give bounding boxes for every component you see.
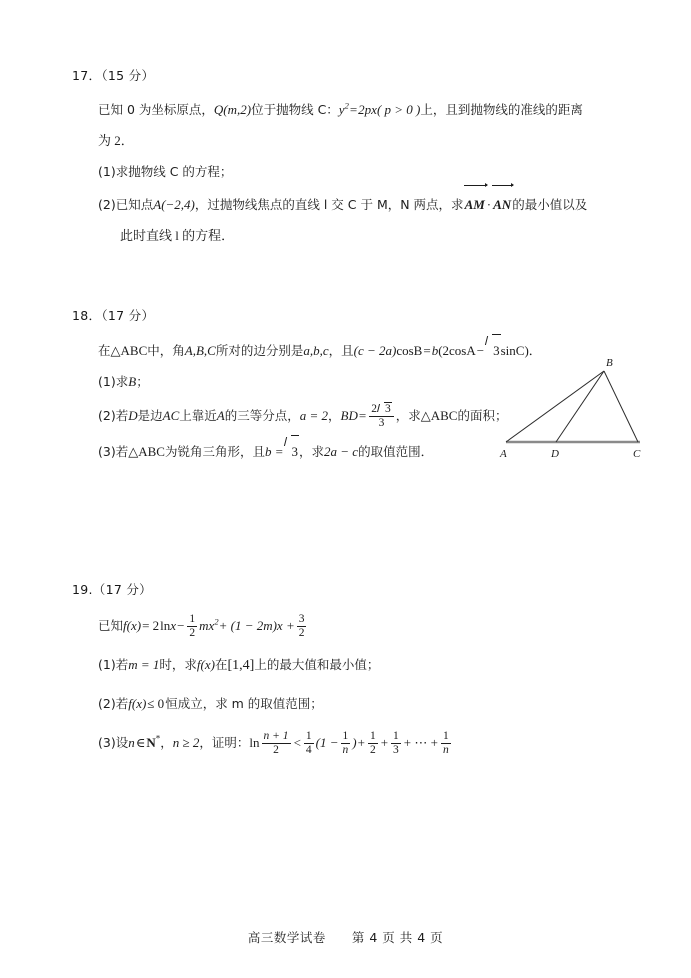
sqrt-3-radicand: 3 [492, 334, 501, 366]
triangle-abc-label: ABC [138, 444, 165, 459]
bd-equals: = [358, 408, 367, 423]
fraction-n-plus-1-over-2 [262, 730, 291, 757]
eq-sin-c: sinC [500, 343, 525, 358]
bd-denominator: 3 [378, 416, 385, 429]
sub-2-label: (2) [98, 696, 116, 711]
stem-minus: − [177, 618, 185, 633]
vector-an [492, 189, 512, 220]
problem-18-points: （17 分） [101, 308, 155, 323]
stem-text-a: 已知 [98, 618, 124, 633]
half-denominator: 2 [189, 626, 196, 639]
function-f: f [123, 618, 127, 633]
segment-ac: AC [162, 408, 180, 423]
problem-18-heading [72, 306, 632, 324]
triangle-symbol-icon: △ [420, 408, 431, 423]
function-f: f [128, 696, 132, 711]
eq-equals: = [423, 343, 431, 358]
eq-paren-close: ) [524, 343, 529, 358]
eq-equals: = [349, 102, 358, 117]
sub-1-text-d: 上的最大值和最小值； [254, 657, 380, 672]
vector-am [464, 189, 486, 220]
expression-2a-minus-c: 2a − c [324, 444, 359, 459]
inequality-le-zero: ≤ 0 [147, 696, 165, 711]
function-f-arg: (x) [200, 657, 215, 672]
segment-bc-line [604, 371, 638, 442]
problem-19-heading [72, 580, 632, 598]
np1-numerator: n + 1 [263, 730, 289, 743]
vector-an-label: AN [493, 197, 512, 212]
triangle-figure [492, 356, 644, 464]
sub-1-text: 求抛物线 C 的方程； [115, 164, 233, 179]
sub-2-text-f: 的面积； [457, 408, 508, 423]
last-denominator: n [442, 743, 449, 756]
problem-19-sub-3 [98, 723, 632, 763]
three-halves-denominator: 2 [298, 626, 305, 639]
natural-numbers-star: * [155, 733, 161, 744]
sub-2-text-b: 恒成立，求 m 的取值范围； [165, 696, 323, 711]
stem-text-d: ，且 [328, 343, 354, 358]
n-ge-two: n ≥ 2 [172, 735, 200, 750]
sub-1-label: (1) [98, 164, 116, 179]
angles-abc: A,B,C [184, 343, 216, 358]
point-q: Q [213, 102, 224, 117]
problem-17 [72, 66, 632, 251]
sub-2-text-c: 的最小值以及 [512, 197, 588, 212]
ln-operator: ln [249, 735, 260, 750]
problem-17-number: 17． [72, 68, 102, 83]
vertex-label-d: D [551, 448, 559, 460]
variable-x: x [170, 618, 177, 633]
interval-one-to-four: [1,4] [227, 658, 255, 673]
eq-minus: − [476, 343, 485, 358]
stem-middle-terms: + (1 − 2m)x + [218, 618, 295, 633]
sub-2-text-a: 已知点 [115, 197, 154, 212]
series-ellipsis: + ⋯ + [403, 735, 438, 750]
sub-3-label: (3) [98, 735, 116, 750]
segment-bd-line [556, 371, 604, 442]
plus-two: + [380, 735, 389, 750]
point-a-coords: (−2,4) [161, 197, 195, 212]
sub-3-text-c: ，证明： [199, 735, 250, 750]
sub-3-text-b: 为锐角三角形，且 [164, 444, 265, 459]
bd-value-fraction [369, 402, 394, 430]
third-series-numerator: 1 [393, 730, 399, 743]
three-halves-numerator: 3 [298, 613, 305, 626]
triangle-symbol-icon: △ [110, 343, 121, 358]
point-a: A [216, 408, 225, 423]
problem-19-number: 19. [72, 582, 93, 597]
problem-19-stem [98, 606, 632, 646]
bd-sqrt-radical [377, 402, 392, 416]
stem-text-c: 上，且到抛物线的准线的距离 [420, 102, 583, 117]
triangle-symbol-icon: △ [128, 444, 139, 459]
stem-text-a: 已知 0 为坐标原点， [98, 102, 214, 117]
bd-numerator-wrap [369, 402, 394, 417]
vector-an-arrow-icon [511, 183, 514, 187]
problem-17-stem-line-2: 为 2． [98, 133, 134, 148]
sub-2-label: (2) [98, 408, 116, 423]
vertex-label-b: B [606, 357, 613, 369]
bd-radicand: 3 [384, 403, 391, 416]
fraction-one-third-series [391, 730, 401, 757]
vertex-label-a: A [500, 448, 507, 460]
sub-1-label: (1) [98, 374, 116, 389]
less-than-symbol: < [293, 735, 301, 750]
natural-numbers-set: N [146, 735, 156, 750]
triangle-abc-label: ABC [430, 408, 458, 423]
sub-2-text-d: 的三等分点， [224, 408, 300, 423]
eq-y-exponent: 2 [344, 100, 349, 111]
triangle-abc-label: ABC [120, 343, 148, 358]
fraction-three-halves [297, 613, 307, 640]
function-f-arg: (x) [126, 618, 142, 633]
sides-abc: a,b,c [303, 343, 329, 358]
eq-rhs: 2px [358, 102, 377, 117]
problem-17-stem-line-1 [98, 94, 632, 125]
half-series-denominator: 2 [369, 743, 376, 756]
quarter-denominator: 4 [305, 743, 312, 756]
segment-ab-line [506, 371, 604, 442]
sub-1-label: (1) [98, 657, 116, 672]
eq-lhs: (c − 2a) [353, 343, 397, 358]
stem-text-b: 中，角 [147, 343, 185, 358]
stem-text-a: 在 [98, 343, 111, 358]
third-series-denominator: 3 [393, 743, 399, 756]
problem-19-sub-1 [98, 646, 632, 685]
problem-19-sub-2 [98, 685, 632, 723]
eq-y: y [338, 102, 345, 117]
term-mx: mx [199, 618, 215, 633]
eq-condition: ( p > 0 ) [376, 102, 421, 117]
point-q-args: (m,2) [223, 102, 252, 117]
problem-17-sub-1 [98, 156, 632, 187]
sub-2-text-a: 若 [115, 408, 129, 423]
footer-page-label: 第 4 页 共 4 页 [351, 930, 444, 945]
half-numerator: 1 [189, 613, 196, 626]
paren-open-one-minus: (1 − [315, 735, 339, 750]
page-footer [0, 928, 691, 946]
last-numerator: 1 [442, 730, 449, 743]
sub-2-comma: ， [328, 408, 341, 423]
eq-period: ． [528, 343, 542, 358]
fraction-one-over-n [341, 730, 351, 757]
quarter-numerator: 1 [305, 730, 312, 743]
sub-3-comma: ， [160, 735, 173, 750]
point-d: D [128, 408, 138, 423]
point-a: A [153, 197, 162, 212]
function-f-arg: (x) [131, 696, 147, 711]
vertex-label-c: C [633, 448, 641, 460]
sub-2-text-c: 上靠近 [179, 408, 217, 423]
problem-17-sub-2 [98, 187, 632, 220]
sub-3-text-a: 设 [115, 735, 129, 750]
eq-cos-b: cosB [396, 343, 423, 358]
side-a-value: a = 2 [299, 408, 329, 423]
sub-2-text-a: 若 [115, 696, 129, 711]
fraction-one-over-n-last [441, 730, 451, 757]
vector-am-label: AM [464, 197, 485, 212]
sub-1-variable: B [128, 374, 137, 389]
sub-1-text-b: 时，求 [159, 657, 197, 672]
sub-1-semicolon: ； [136, 374, 149, 389]
problem-17-heading [72, 66, 632, 84]
sub-3-text-a: 若 [115, 444, 129, 459]
np1-denominator: 2 [273, 743, 279, 756]
sub-3-text-c: ，求 [299, 444, 325, 459]
ln-operator: ln [160, 618, 171, 633]
sub-3-label: (3) [98, 444, 116, 459]
paren-close: ) [352, 735, 357, 750]
triangle-figure-svg [492, 356, 644, 464]
problem-17-points: （15 分） [101, 68, 155, 83]
problem-19 [72, 580, 632, 763]
variable-n: n [128, 735, 135, 750]
stem-equals: = 2 [142, 618, 160, 633]
fraction-one-half [187, 613, 197, 640]
bd-numerator: 2 [371, 403, 377, 416]
sub-1-text-a: 若 [115, 657, 129, 672]
sub-1-text: 求 [115, 374, 129, 389]
sub-2-label: (2) [98, 197, 116, 212]
inv-n-numerator: 1 [342, 730, 349, 743]
sub-3-text-d: 的取值范围． [358, 444, 434, 459]
eq-paren-open: ( [438, 343, 443, 358]
function-f: f [196, 657, 201, 672]
problem-18-number: 18． [72, 308, 102, 323]
plus-one: + [357, 735, 365, 750]
sub-1-text-c: 在 [214, 657, 228, 672]
element-of-symbol-icon: ∈ [135, 735, 146, 750]
sub-2-text-e: ，求 [395, 408, 421, 423]
fraction-one-half-series [368, 730, 378, 757]
m-equals-one: m = 1 [128, 657, 160, 672]
segment-bd: BD [340, 408, 358, 423]
stem-text-b: 位于抛物线 C： [251, 102, 339, 117]
sqrt-3-radical [284, 435, 300, 467]
half-series-numerator: 1 [369, 730, 376, 743]
problem-17-sub-2-line-2: 此时直线 l 的方程． [120, 228, 235, 243]
sub-2-text-b: 是边 [137, 408, 163, 423]
eq-2cos-a: 2cosA [442, 343, 476, 358]
footer-subject: 高三数学试卷 [247, 930, 326, 945]
vector-am-arrow-icon [485, 183, 488, 187]
term-mx-exponent: 2 [214, 616, 219, 627]
fraction-one-quarter [304, 730, 314, 757]
eq-b: b [431, 343, 439, 358]
problem-19-points: （17 分） [92, 582, 152, 597]
vector-dot-operator: · [486, 197, 492, 212]
sqrt-3-radicand: 3 [291, 435, 300, 467]
inv-n-denominator: n [342, 743, 349, 756]
stem-text-c: 所对的边分别是 [215, 343, 304, 358]
sub-2-text-b: ，过抛物线焦点的直线 l 交 C 于 M，N 两点，求 [194, 197, 464, 212]
side-b-equals: b = [264, 444, 284, 459]
